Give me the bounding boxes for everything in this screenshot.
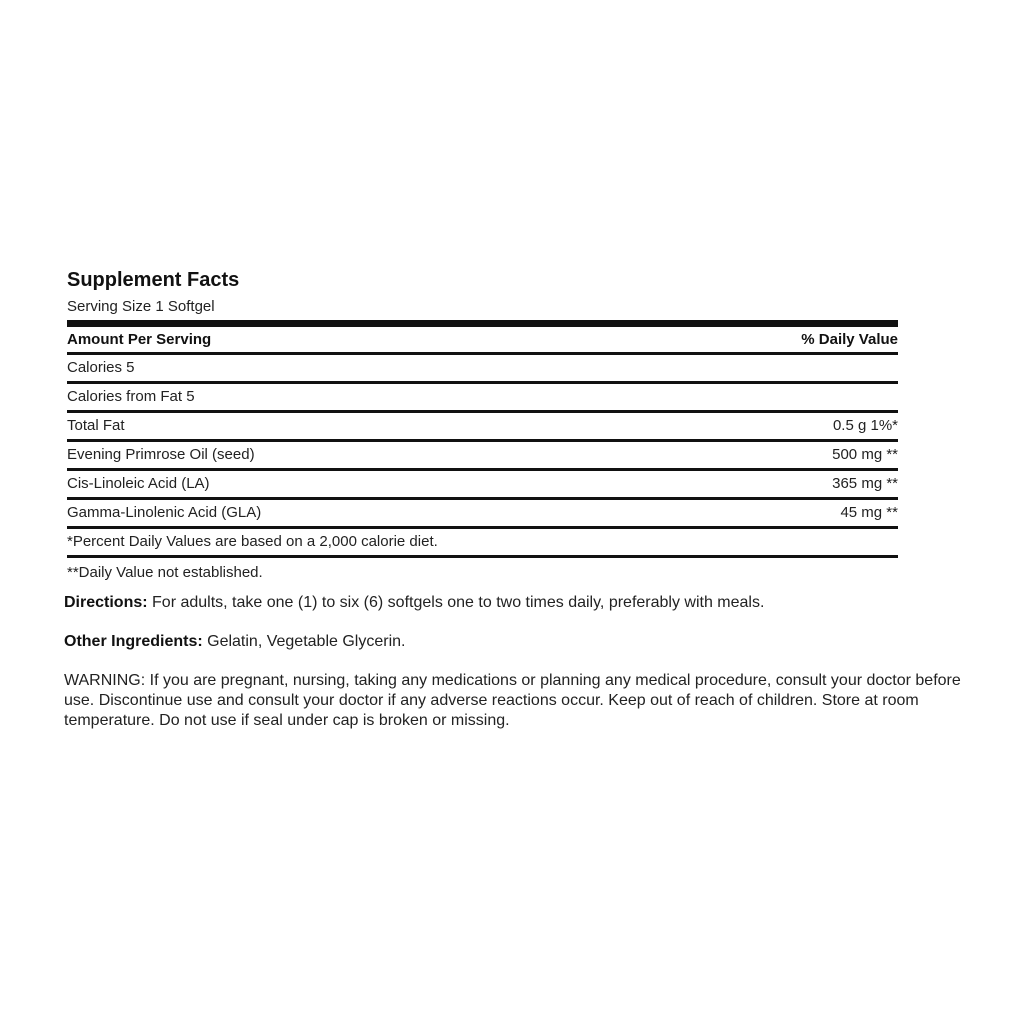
directions-label: Directions: xyxy=(64,594,148,611)
facts-row-value: 45 mg ** xyxy=(840,504,898,521)
facts-row-total-fat xyxy=(67,413,898,442)
facts-row-calories xyxy=(67,355,898,384)
facts-row-label: Calories 5 xyxy=(67,359,135,376)
facts-row-calories-from-fat xyxy=(67,384,898,413)
facts-row-label: Calories from Fat 5 xyxy=(67,388,195,405)
serving-size: Serving Size 1 Softgel xyxy=(67,298,215,315)
daily-value-label: % Daily Value xyxy=(801,330,898,348)
facts-row-label: Cis-Linoleic Acid (LA) xyxy=(67,475,210,492)
facts-title: Supplement Facts xyxy=(67,269,240,291)
facts-row-label: Evening Primrose Oil (seed) xyxy=(67,446,255,463)
facts-row-evening-primrose-oil xyxy=(67,442,898,471)
facts-row-cis-linoleic-acid xyxy=(67,471,898,500)
facts-row-gamma-linolenic-acid xyxy=(67,500,898,529)
facts-row-value: 365 mg ** xyxy=(832,475,898,492)
directions-text: For adults, take one (1) to six (6) softgels one to two times daily, preferably with meals. xyxy=(147,594,765,611)
facts-row-label: Gamma-Linolenic Acid (GLA) xyxy=(67,504,262,521)
warning-paragraph: WARNING: If you are pregnant, nursing, taking any medications or planning any medical procedure, consult your doctor before use. Discontinue use and consult your doctor if any adverse reactions occur. Keep out of reach of children. Store at room temperature. Do not use if seal under cap is broken or missing. xyxy=(64,672,961,729)
facts-row-value: 500 mg ** xyxy=(832,446,898,463)
amount-per-serving-label: Amount Per Serving xyxy=(67,330,212,348)
facts-row-label: Total Fat xyxy=(67,417,125,434)
directions-paragraph xyxy=(64,593,984,613)
percent-daily-value-footnote: *Percent Daily Values are based on a 2,000 calorie diet. xyxy=(67,529,898,558)
other-ingredients-text: Gelatin, Vegetable Glycerin. xyxy=(202,633,406,650)
other-ingredients-label: Other Ingredients: xyxy=(64,633,203,650)
other-ingredients-paragraph xyxy=(64,632,984,652)
supplement-facts-panel xyxy=(67,266,898,586)
facts-row-value: 0.5 g 1%* xyxy=(832,417,898,434)
label-notes xyxy=(64,593,984,731)
facts-header-row xyxy=(67,327,898,355)
daily-value-not-established-footnote: **Daily Value not established. xyxy=(67,564,263,581)
